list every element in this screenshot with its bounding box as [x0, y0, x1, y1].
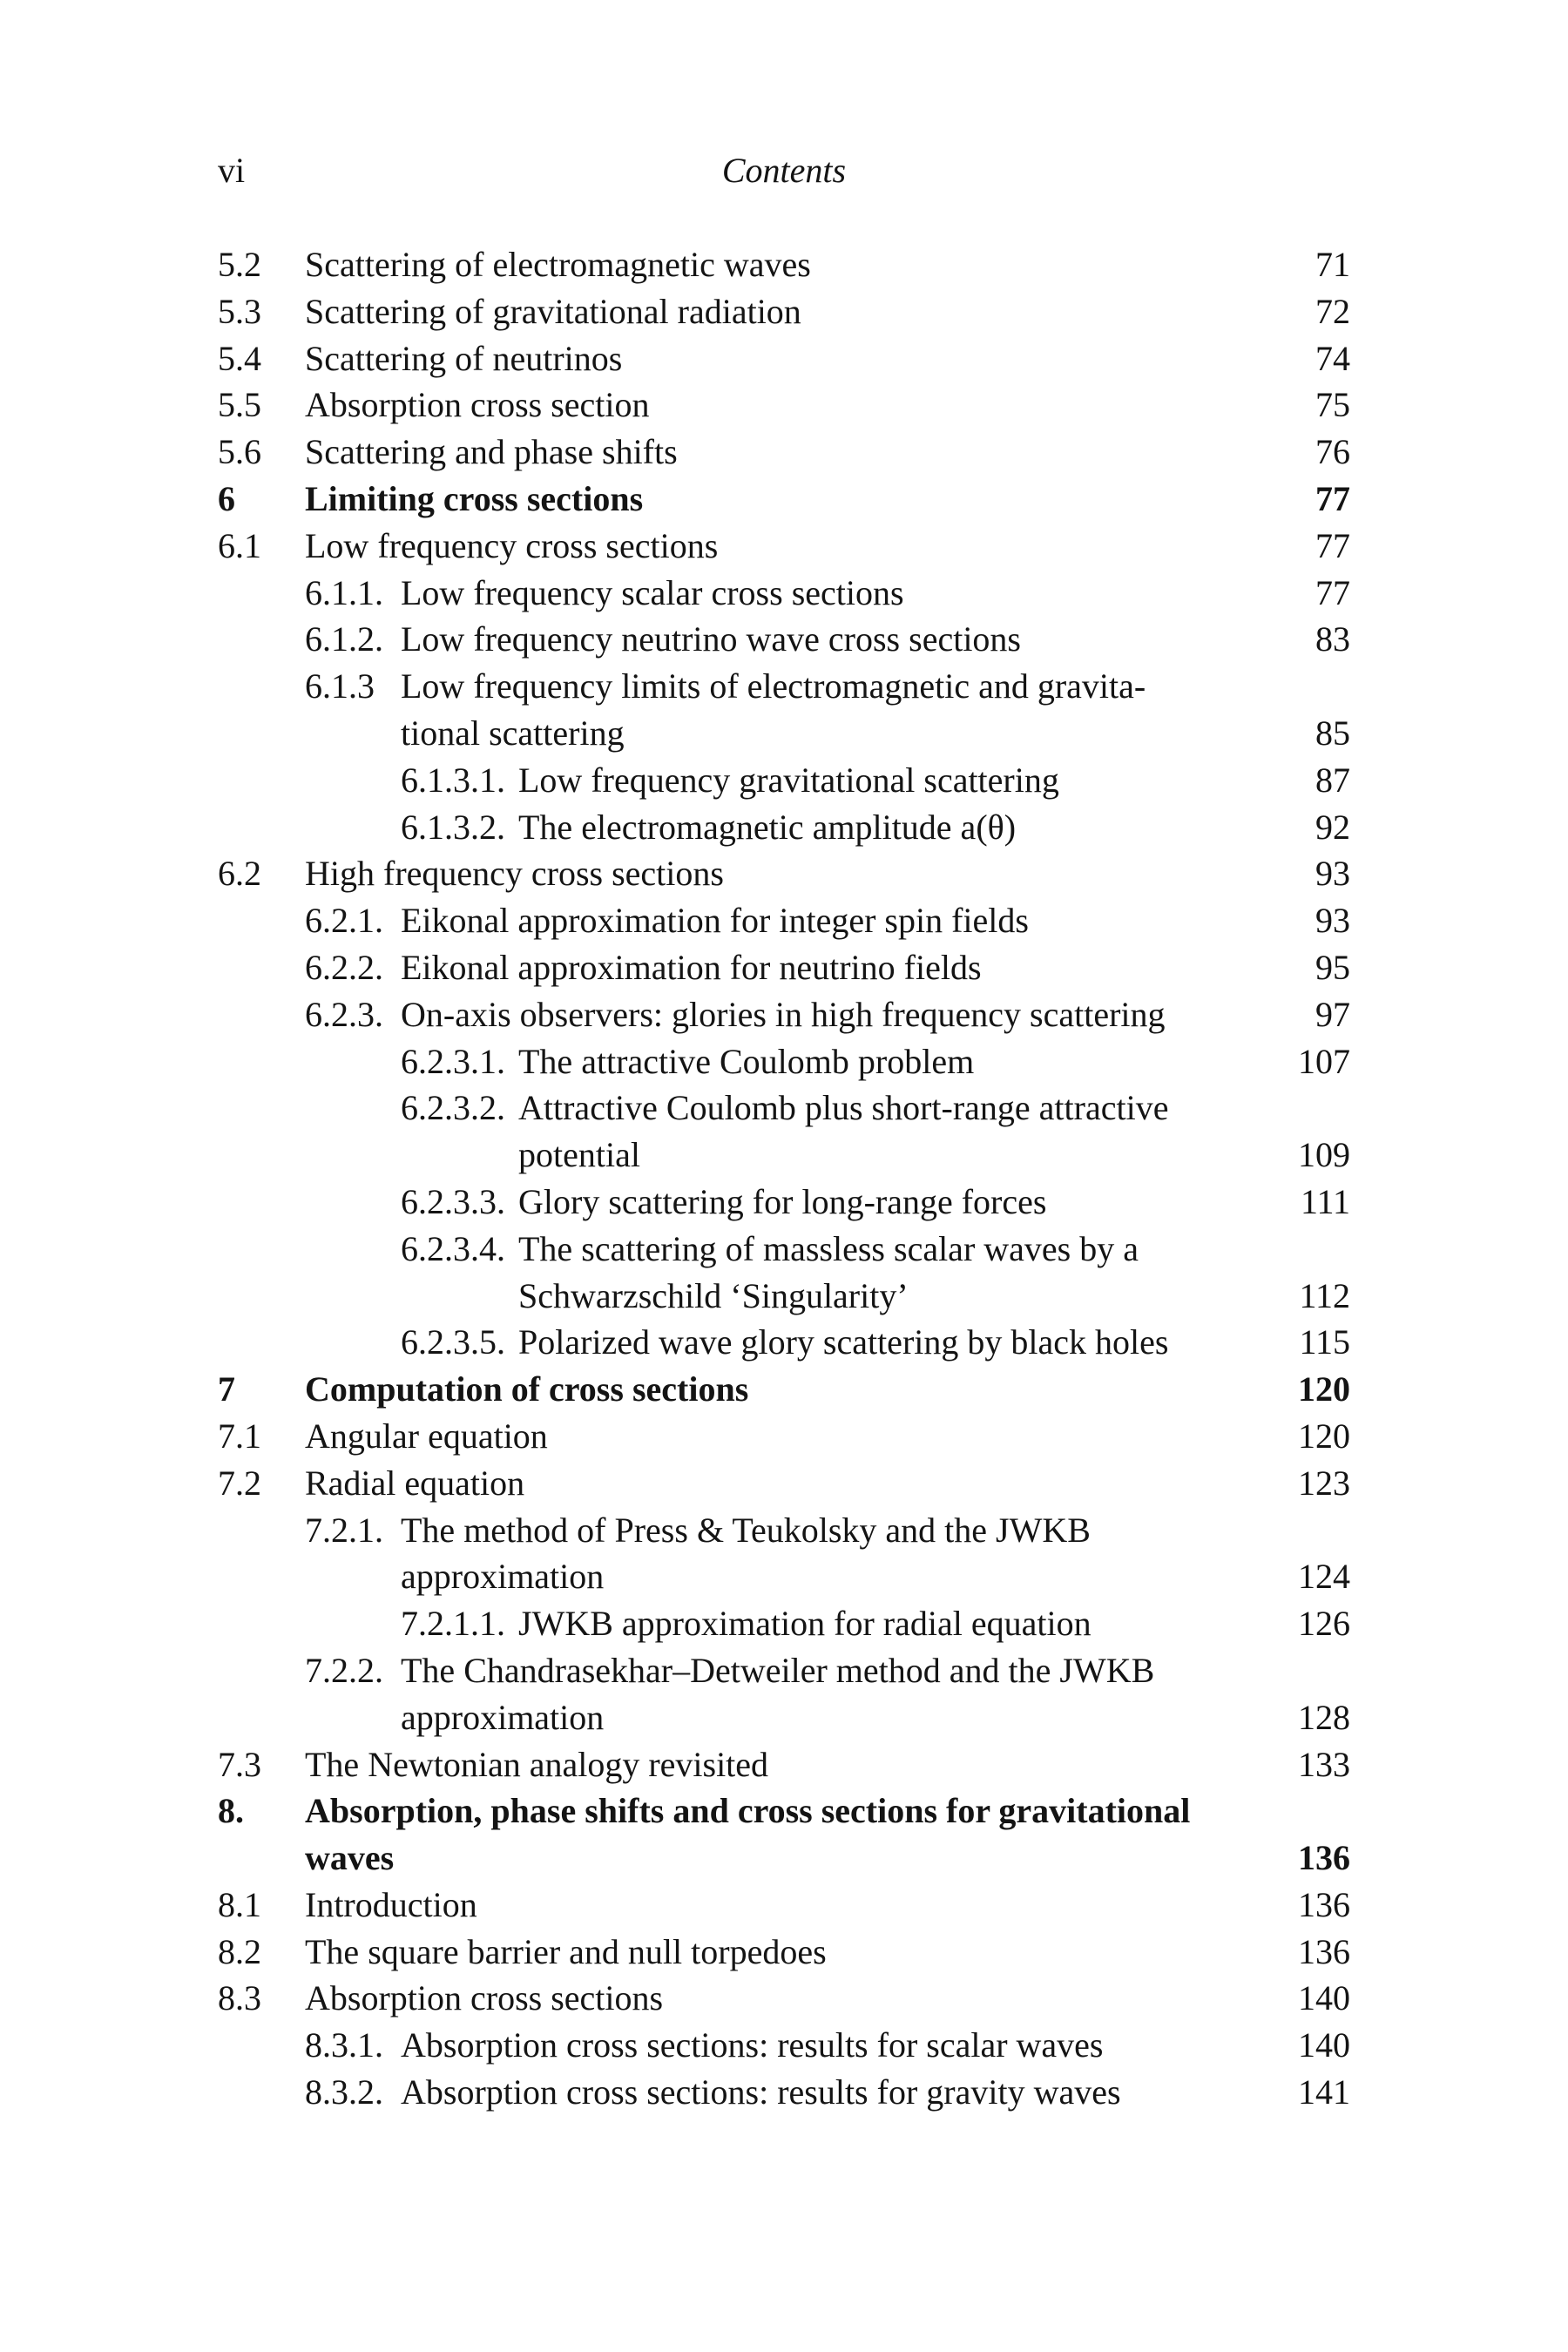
- toc-entry: [218, 1507, 1350, 1554]
- toc-entry-page: 77: [1315, 478, 1350, 518]
- toc-entry-page: 140: [1298, 2025, 1350, 2065]
- toc-entry-title: Low frequency neutrino wave cross sections: [401, 619, 1021, 659]
- toc-entry-number: 7: [218, 1369, 235, 1409]
- toc-entry-title: The Chandrasekhar–Detweiler method and the JWKB: [401, 1650, 1155, 1690]
- toc-entry-page: 92: [1315, 807, 1350, 847]
- toc-entry-title: Scattering of electromagnetic waves: [305, 245, 811, 284]
- toc-entry-title: potential: [518, 1135, 640, 1175]
- toc-entry-title: Low frequency limits of electromagnetic and gravita-: [401, 666, 1146, 706]
- toc-entry-page: 136: [1298, 1838, 1350, 1878]
- toc-entry-page: 71: [1315, 245, 1350, 284]
- toc-entry-number: 6.2.3.3.: [401, 1181, 505, 1221]
- toc-entry: [218, 944, 1350, 991]
- toc-entry-page: 97: [1315, 994, 1350, 1034]
- toc-entry-title: The electromagnetic amplitude a(θ): [518, 807, 1017, 847]
- toc-entry-title: Low frequency gravitational scattering: [518, 760, 1059, 800]
- running-title: Contents: [721, 151, 847, 190]
- toc-entry-title: Radial equation: [305, 1463, 525, 1503]
- toc-entry: [218, 757, 1350, 804]
- toc-entry-title: Absorption, phase shifts and cross sections for gravitational: [305, 1791, 1191, 1831]
- toc-entry: [218, 241, 1350, 288]
- toc-entry: [218, 2069, 1350, 2116]
- toc-entry: [218, 382, 1350, 429]
- toc-entry-page: 75: [1315, 385, 1350, 425]
- toc-entry: [218, 1553, 1350, 1600]
- toc-entry: [218, 1694, 1350, 1741]
- toc-entry-title: Low frequency scalar cross sections: [401, 572, 904, 612]
- toc-entry-title: Eikonal approximation for integer spin fields: [401, 901, 1029, 941]
- toc-entry: [218, 616, 1350, 663]
- toc-entry-page: 93: [1315, 854, 1350, 894]
- toc-entry: [218, 1179, 1350, 1226]
- toc-entry: [218, 710, 1350, 757]
- toc-entry: [218, 1975, 1350, 2022]
- toc-entry-number: 8.: [218, 1791, 244, 1831]
- toc-entry-page: 77: [1315, 525, 1350, 565]
- toc-entry: [218, 1132, 1350, 1179]
- toc-entry-page: 76: [1315, 432, 1350, 472]
- toc-entry-number: 7.3: [218, 1744, 261, 1784]
- toc-entry: [218, 335, 1350, 382]
- toc-entry-number: 7.2.1.: [305, 1510, 383, 1550]
- toc-entry-number: 6: [218, 478, 235, 518]
- toc-entry-number: 6.1.1.: [305, 572, 383, 612]
- table-of-contents: [218, 241, 1350, 2116]
- toc-entry-title: Schwarzschild ‘Singularity’: [518, 1275, 909, 1315]
- toc-entry: [218, 1835, 1350, 1882]
- toc-entry: [218, 476, 1350, 523]
- toc-entry-page: 87: [1315, 760, 1350, 800]
- toc-entry: [218, 897, 1350, 944]
- toc-entry-page: 112: [1299, 1275, 1350, 1315]
- toc-entry-page: 141: [1298, 2072, 1350, 2112]
- toc-entry-number: 5.6: [218, 432, 261, 472]
- toc-entry-title: Scattering of neutrinos: [305, 338, 623, 378]
- toc-entry: [218, 1647, 1350, 1694]
- toc-entry: [218, 429, 1350, 476]
- toc-entry-title: The Newtonian analogy revisited: [305, 1744, 769, 1784]
- toc-entry-number: 6.2.3.5.: [401, 1322, 505, 1362]
- toc-entry-title: approximation: [401, 1697, 605, 1737]
- toc-entry-page: 83: [1315, 619, 1350, 659]
- toc-entry-page: 85: [1315, 713, 1350, 753]
- toc-entry: [218, 523, 1350, 570]
- toc-entry: [218, 663, 1350, 710]
- toc-entry-number: 6.2.3.: [305, 994, 383, 1034]
- toc-entry-title: The square barrier and null torpedoes: [305, 1931, 827, 1971]
- toc-entry-page: 111: [1300, 1181, 1350, 1221]
- toc-entry-title: Absorption cross sections: results for gravity waves: [401, 2072, 1121, 2112]
- toc-entry-title: Angular equation: [305, 1416, 548, 1456]
- toc-entry: [218, 804, 1350, 851]
- toc-entry-number: 5.3: [218, 291, 261, 331]
- toc-entry: [218, 1929, 1350, 1976]
- toc-entry: [218, 2022, 1350, 2069]
- toc-entry-number: 8.3.2.: [305, 2072, 383, 2112]
- toc-entry: [218, 991, 1350, 1038]
- toc-entry-page: 74: [1315, 338, 1350, 378]
- toc-entry-number: 6.2.2.: [305, 947, 383, 987]
- toc-entry-number: 5.5: [218, 385, 261, 425]
- toc-entry-page: 136: [1298, 1931, 1350, 1971]
- toc-entry-number: 6.1.2.: [305, 619, 383, 659]
- toc-entry-title: Glory scattering for long-range forces: [518, 1181, 1047, 1221]
- toc-entry: [218, 1273, 1350, 1320]
- toc-entry-number: 5.2: [218, 245, 261, 284]
- toc-entry-page: 136: [1298, 1884, 1350, 1924]
- toc-entry: [218, 570, 1350, 617]
- toc-entry-page: 133: [1298, 1744, 1350, 1784]
- toc-entry: [218, 1085, 1350, 1132]
- toc-entry-number: 6.2.3.2.: [401, 1088, 505, 1128]
- toc-entry-page: 140: [1298, 1978, 1350, 2018]
- toc-entry-page: 107: [1298, 1041, 1350, 1081]
- toc-entry: [218, 1460, 1350, 1507]
- toc-entry-number: 6.2.3.1.: [401, 1041, 505, 1081]
- toc-entry-number: 6.2: [218, 854, 261, 894]
- toc-entry-page: 95: [1315, 947, 1350, 987]
- toc-entry-number: 5.4: [218, 338, 261, 378]
- toc-entry-title: On-axis observers: glories in high frequency scattering: [401, 994, 1166, 1034]
- toc-entry-title: Computation of cross sections: [305, 1369, 749, 1409]
- toc-entry-page: 123: [1298, 1463, 1350, 1503]
- toc-entry-number: 6.1.3: [305, 666, 375, 706]
- toc-entry: [218, 1366, 1350, 1413]
- toc-entry: [218, 1788, 1350, 1835]
- toc-entry-number: 8.1: [218, 1884, 261, 1924]
- toc-entry-title: approximation: [401, 1557, 605, 1597]
- page-number: vi: [218, 151, 246, 190]
- toc-entry: [218, 1413, 1350, 1460]
- toc-entry-title: Absorption cross sections: results for scalar waves: [401, 2025, 1104, 2065]
- toc-entry: [218, 1319, 1350, 1366]
- toc-entry-title: Attractive Coulomb plus short-range attractive: [518, 1088, 1169, 1128]
- toc-entry-number: 6.1.3.1.: [401, 760, 505, 800]
- toc-entry: [218, 1600, 1350, 1647]
- toc-entry-title: Absorption cross section: [305, 385, 650, 425]
- toc-entry-title: The scattering of massless scalar waves by a: [518, 1228, 1139, 1268]
- toc-entry-number: 8.3.1.: [305, 2025, 383, 2065]
- toc-entry-number: 6.1.3.2.: [401, 807, 505, 847]
- toc-entry-page: 115: [1299, 1322, 1350, 1362]
- toc-entry-page: 109: [1298, 1135, 1350, 1175]
- toc-entry-number: 6.2.1.: [305, 901, 383, 941]
- toc-entry-title: Absorption cross sections: [305, 1978, 664, 2018]
- toc-entry-title: Scattering and phase shifts: [305, 432, 678, 472]
- toc-entry: [218, 288, 1350, 335]
- toc-entry-title: tional scattering: [401, 713, 625, 753]
- toc-entry: [218, 1038, 1350, 1085]
- toc-entry-title: The attractive Coulomb problem: [518, 1041, 975, 1081]
- toc-entry: [218, 1741, 1350, 1788]
- toc-entry-title: Eikonal approximation for neutrino fields: [401, 947, 982, 987]
- toc-entry-title: JWKB approximation for radial equation: [518, 1604, 1092, 1644]
- toc-entry-number: 6.1: [218, 525, 261, 565]
- toc-entry-number: 7.2.1.1.: [401, 1604, 505, 1644]
- toc-entry-title: waves: [305, 1838, 395, 1878]
- toc-entry: [218, 850, 1350, 897]
- toc-entry-title: Polarized wave glory scattering by black holes: [518, 1322, 1169, 1362]
- toc-entry-title: Scattering of gravitational radiation: [305, 291, 801, 331]
- toc-entry-title: Introduction: [305, 1884, 477, 1924]
- running-head: [0, 150, 1568, 202]
- toc-entry-page: 126: [1298, 1604, 1350, 1644]
- toc-entry-number: 8.2: [218, 1931, 261, 1971]
- toc-entry: [218, 1882, 1350, 1929]
- toc-entry-page: 120: [1298, 1369, 1350, 1409]
- toc-entry-page: 72: [1315, 291, 1350, 331]
- toc-entry-title: The method of Press & Teukolsky and the JWKB: [401, 1510, 1091, 1550]
- toc-entry-page: 124: [1298, 1557, 1350, 1597]
- toc-entry-title: Low frequency cross sections: [305, 525, 719, 565]
- toc-entry-page: 128: [1298, 1697, 1350, 1737]
- toc-entry-number: 6.2.3.4.: [401, 1228, 505, 1268]
- toc-entry-page: 120: [1298, 1416, 1350, 1456]
- toc-entry-number: 8.3: [218, 1978, 261, 2018]
- toc-entry-title: High frequency cross sections: [305, 854, 724, 894]
- toc-entry-number: 7.2.2.: [305, 1650, 383, 1690]
- toc-entry-page: 77: [1315, 572, 1350, 612]
- toc-entry-number: 7.1: [218, 1416, 261, 1456]
- toc-entry: [218, 1226, 1350, 1273]
- toc-entry-title: Limiting cross sections: [305, 478, 644, 518]
- toc-entry-number: 7.2: [218, 1463, 261, 1503]
- toc-entry-page: 93: [1315, 901, 1350, 941]
